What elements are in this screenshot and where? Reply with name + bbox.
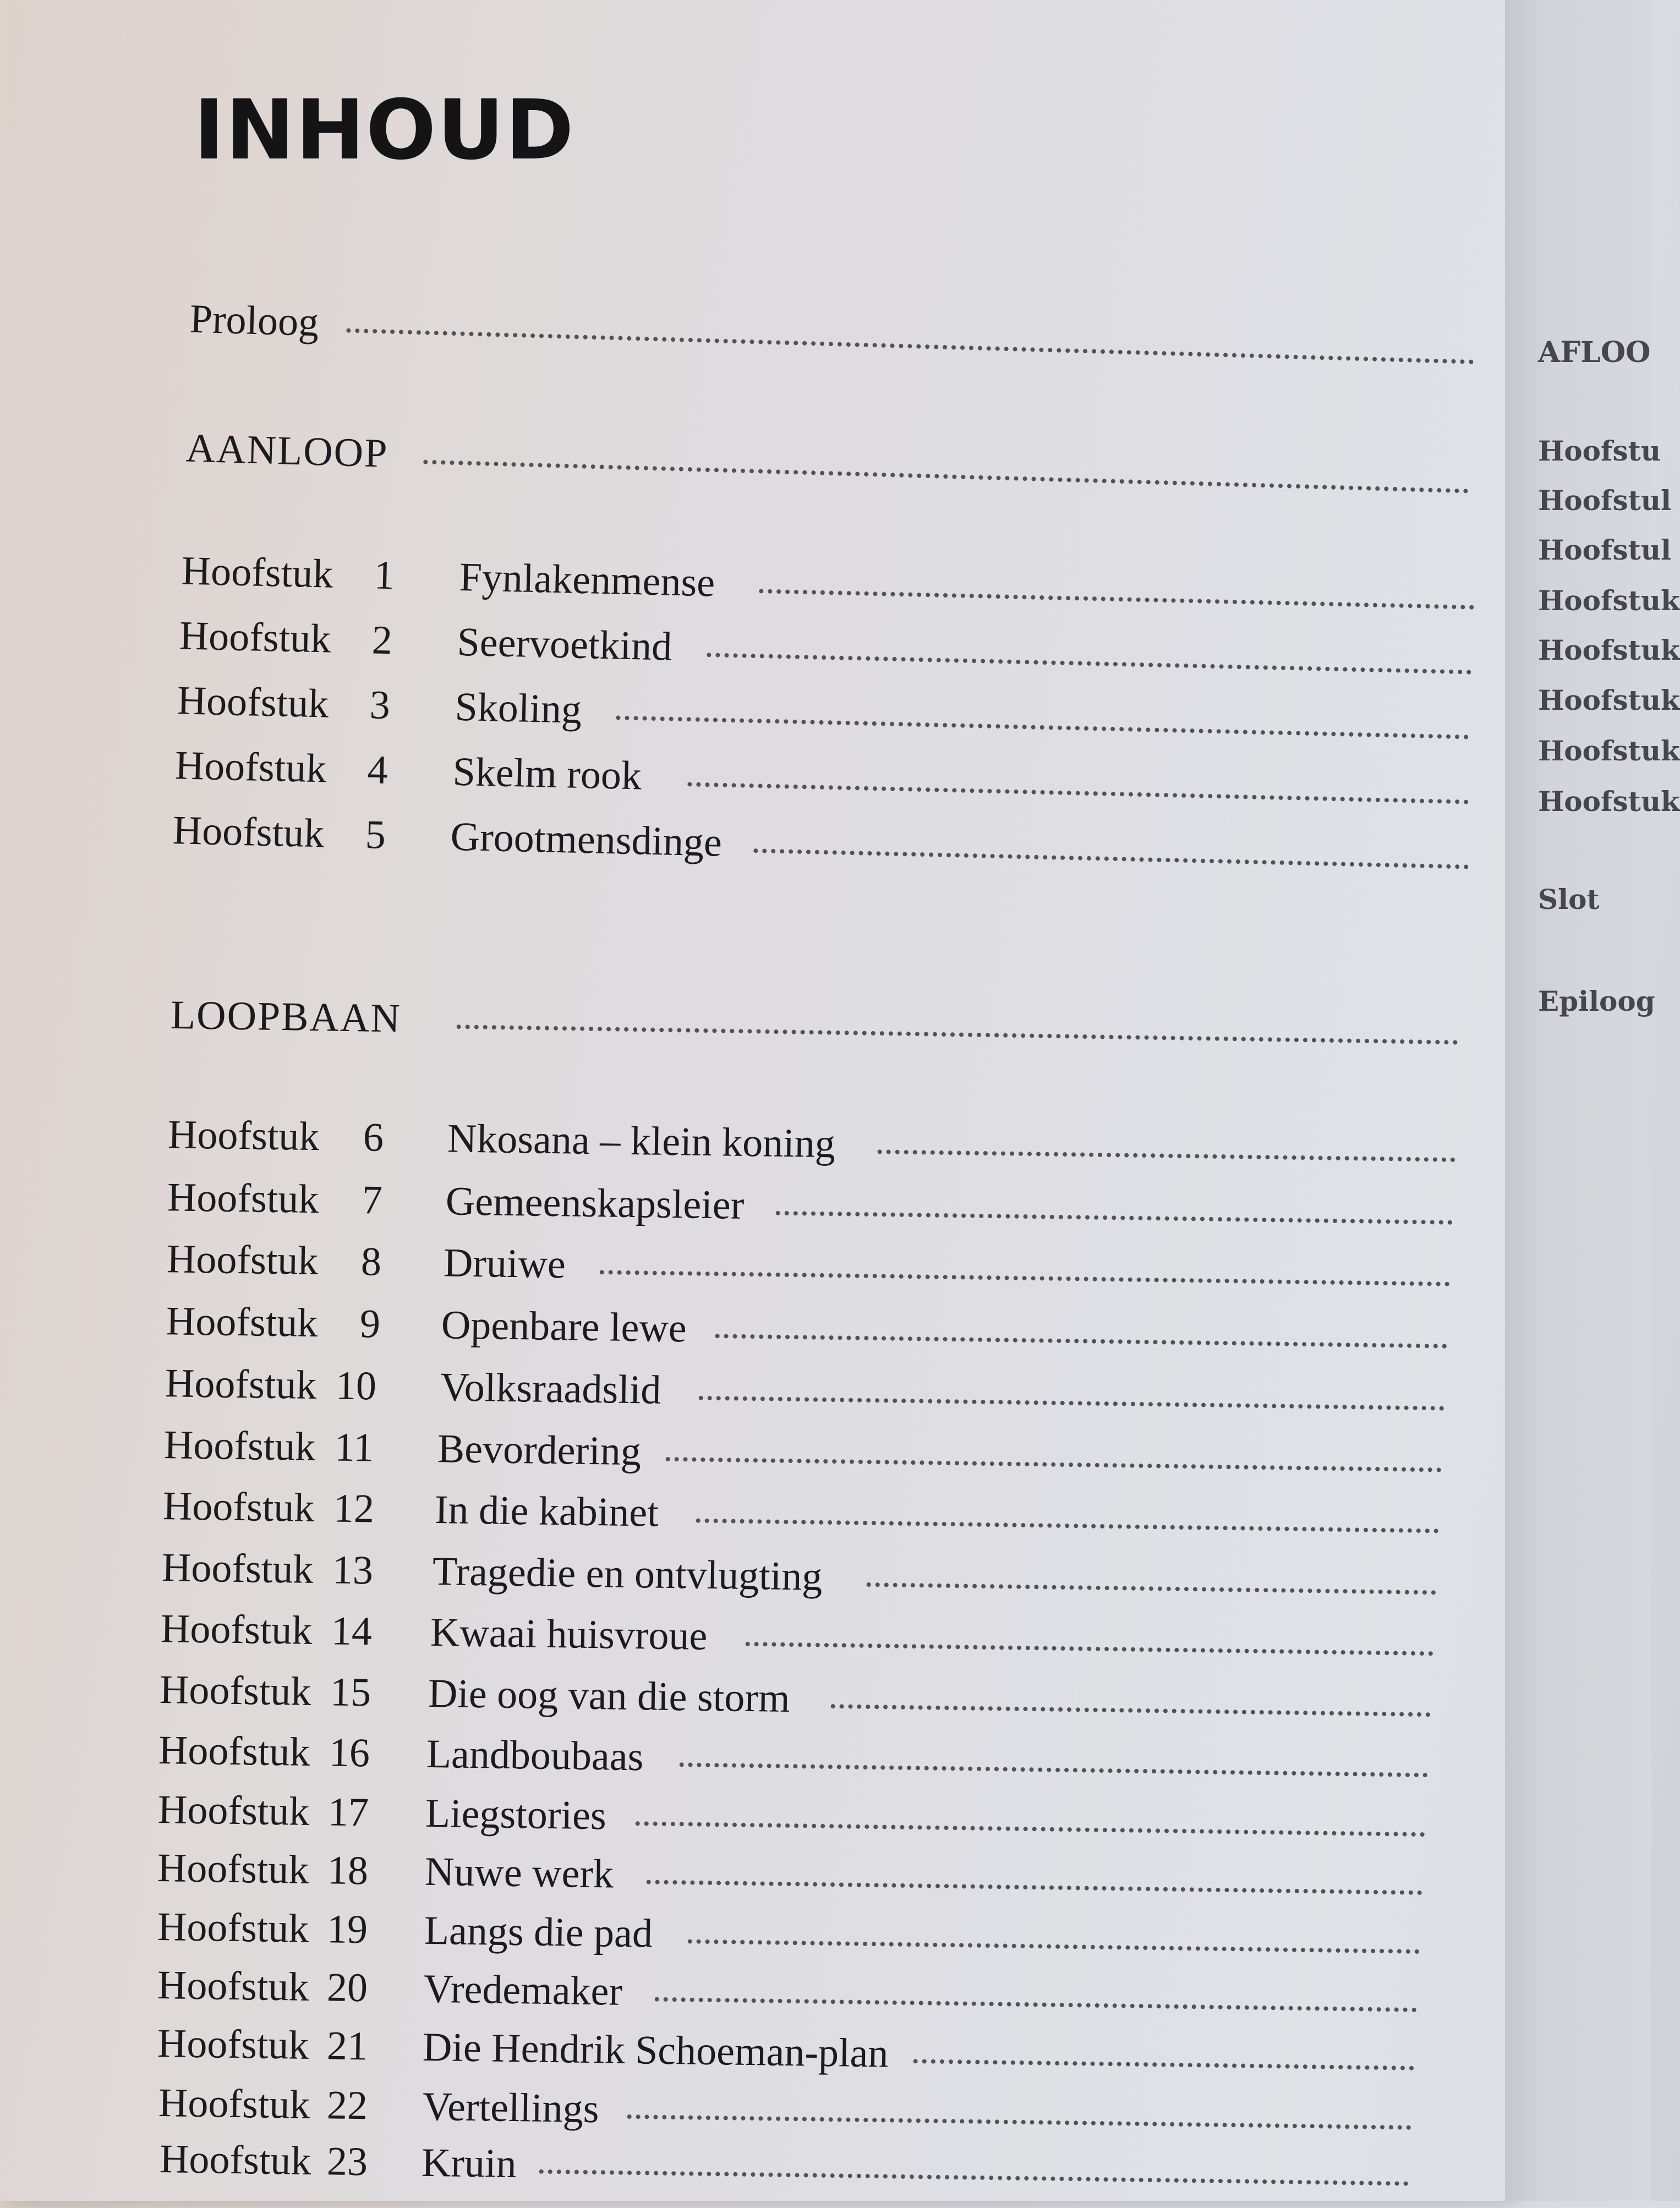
right-section-label: AFLOO <box>1538 336 1651 369</box>
section-label: AANLOOP <box>185 425 389 476</box>
chapter-title: Openbare lewe <box>441 1302 687 1351</box>
dot-leader <box>776 1211 1453 1225</box>
prologue-label: Proloog <box>189 296 320 346</box>
chapter-title: Grootmensdinge <box>450 814 723 865</box>
chapter-number: 4 <box>366 747 388 793</box>
dot-leader <box>423 459 1468 493</box>
chapter-number: 7 <box>362 1177 383 1223</box>
right-closing-item: Slot <box>1538 883 1600 916</box>
dot-leader <box>600 1270 1450 1286</box>
chapter-number: 10 <box>335 1363 377 1409</box>
chapter-prefix: Hoofstuk <box>157 1787 310 1834</box>
right-chapter-prefix: Hoofstuk <box>1538 785 1680 818</box>
chapter-title: Fynlakenmense <box>458 554 716 606</box>
dot-leader <box>655 1997 1417 2012</box>
chapter-prefix: Hoofstuk <box>166 1298 318 1346</box>
chapter-title: Druiwe <box>443 1240 566 1287</box>
chapter-title: Tragedie en ontvlugting <box>432 1548 823 1599</box>
dot-leader <box>687 782 1469 804</box>
chapter-title: Kwaai huisvroue <box>430 1609 708 1659</box>
dot-leader <box>913 2059 1414 2070</box>
chapter-number: 15 <box>330 1669 371 1716</box>
section-label: LOOPBAAN <box>170 992 402 1042</box>
chapter-title: Bevordering <box>437 1426 642 1475</box>
chapter-prefix: Hoofstuk <box>174 743 327 792</box>
chapter-title: Vertellings <box>422 2084 600 2132</box>
page-title: INHOUD <box>194 83 575 178</box>
right-page-edge <box>1505 0 1680 2201</box>
chapter-number: 1 <box>373 552 395 599</box>
right-chapter-prefix: Hoofstu <box>1538 435 1661 467</box>
right-chapter-prefix: Hoofstuk <box>1538 684 1680 716</box>
chapter-title: Liegstories <box>425 1790 607 1839</box>
dot-leader <box>666 1457 1442 1472</box>
dot-leader <box>707 653 1471 675</box>
right-chapter-prefix: Hoofstul <box>1538 534 1672 566</box>
dot-leader <box>457 1024 1458 1045</box>
chapter-number: 18 <box>327 1848 369 1894</box>
chapter-number: 20 <box>326 1965 368 2011</box>
chapter-prefix: Hoofstuk <box>158 2080 310 2128</box>
dot-leader <box>746 1642 1433 1656</box>
chapter-number: 22 <box>326 2083 368 2129</box>
right-chapter-prefix: Hoofstuk <box>1538 584 1680 617</box>
dot-leader <box>831 1704 1431 1717</box>
chapter-title: In die kabinet <box>434 1487 659 1536</box>
chapter-number: 13 <box>332 1547 374 1593</box>
chapter-number: 5 <box>364 812 386 858</box>
chapter-prefix: Hoofstuk <box>176 678 330 727</box>
chapter-title: Seervoetkind <box>456 619 673 670</box>
chapter-prefix: Hoofstuk <box>165 1361 317 1409</box>
chapter-title: Nuwe werk <box>424 1849 614 1897</box>
dot-leader <box>699 1396 1444 1411</box>
chapter-prefix: Hoofstuk <box>172 808 325 857</box>
chapter-prefix: Hoofstuk <box>160 1606 313 1653</box>
chapter-title: Volksraadslid <box>440 1365 661 1413</box>
dot-leader <box>878 1149 1455 1162</box>
chapter-prefix: Hoofstuk <box>157 2020 309 2068</box>
chapter-prefix: Hoofstuk <box>180 548 334 597</box>
chapter-prefix: Hoofstuk <box>158 1728 310 1775</box>
chapter-prefix: Hoofstuk <box>178 613 332 662</box>
dot-leader <box>753 848 1469 869</box>
dot-leader <box>759 589 1474 609</box>
chapter-prefix: Hoofstuk <box>159 2136 311 2184</box>
chapter-number: 2 <box>371 617 393 664</box>
chapter-title: Langs die pad <box>424 1908 653 1957</box>
chapter-number: 21 <box>326 2023 368 2069</box>
chapter-title: Kruin <box>421 2140 517 2187</box>
chapter-title: Skoling <box>454 684 582 732</box>
chapter-prefix: Hoofstuk <box>167 1112 320 1160</box>
chapter-number: 19 <box>326 1906 368 1953</box>
chapter-number: 8 <box>360 1239 382 1285</box>
chapter-title: Vredemaker <box>423 1966 623 2014</box>
chapter-number: 9 <box>359 1301 381 1347</box>
right-closing-item: Epiloog <box>1538 985 1655 1017</box>
chapter-prefix: Hoofstuk <box>166 1236 319 1284</box>
chapter-prefix: Hoofstuk <box>167 1175 319 1223</box>
dot-leader <box>539 2169 1409 2186</box>
chapter-number: 12 <box>333 1486 375 1532</box>
dot-leader <box>636 1821 1425 1837</box>
dot-leader <box>867 1582 1436 1595</box>
chapter-number: 6 <box>363 1115 384 1160</box>
dot-leader <box>346 328 1474 364</box>
right-chapter-prefix: Hoofstuk <box>1538 735 1680 767</box>
chapter-prefix: Hoofstuk <box>163 1422 316 1470</box>
chapter-title: Gemeenskapsleier <box>445 1179 745 1228</box>
dot-leader <box>715 1334 1447 1349</box>
dot-leader <box>696 1519 1439 1533</box>
chapter-prefix: Hoofstuk <box>157 1845 309 1893</box>
dot-leader <box>688 1939 1420 1954</box>
chapter-number: 16 <box>329 1730 370 1776</box>
chapter-title: Die oog van die storm <box>428 1670 791 1722</box>
chapter-prefix: Hoofstuk <box>159 1667 311 1714</box>
chapter-prefix: Hoofstuk <box>157 1904 309 1952</box>
chapter-title: Nkosana – klein koning <box>447 1116 836 1167</box>
chapter-title: Skelm rook <box>452 749 642 799</box>
chapter-prefix: Hoofstuk <box>161 1545 314 1592</box>
chapter-title: Landboubaas <box>426 1731 644 1780</box>
section-heading-loopbaan <box>0 982 1506 1066</box>
chapter-prefix: Hoofstuk <box>162 1483 315 1531</box>
right-chapter-prefix: Hoofstul <box>1538 484 1672 517</box>
chapter-number: 17 <box>327 1789 369 1836</box>
toc-entry-prologue <box>0 283 1505 386</box>
dot-leader <box>680 1762 1428 1777</box>
right-chapter-prefix: Hoofstuk <box>1538 634 1680 666</box>
dot-leader <box>627 2114 1411 2130</box>
chapter-number: 23 <box>326 2139 368 2185</box>
dot-leader <box>616 715 1469 739</box>
chapter-title: Die Hendrik Schoeman-plan <box>422 2024 889 2076</box>
chapter-number: 3 <box>369 682 391 728</box>
chapter-number: 11 <box>334 1424 374 1471</box>
chapter-number: 14 <box>331 1608 373 1654</box>
dot-leader <box>647 1880 1422 1895</box>
section-heading-aanloop <box>0 413 1505 515</box>
chapter-prefix: Hoofstuk <box>157 1962 309 2010</box>
